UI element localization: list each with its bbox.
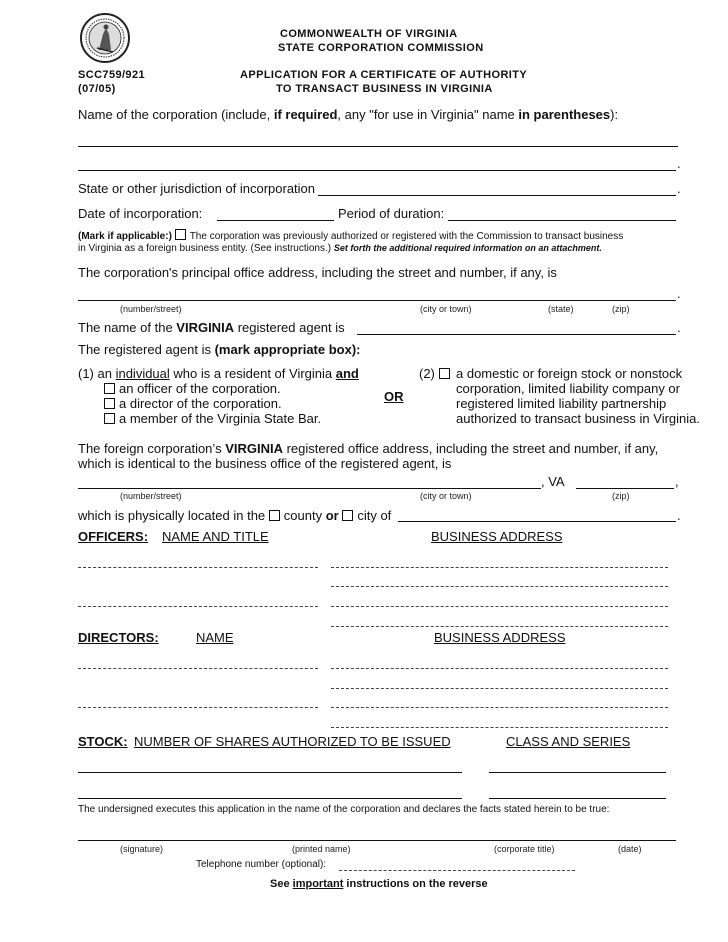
header-line1: COMMONWEALTH OF VIRGINIA [280,28,458,40]
incorporation-date-field[interactable] [217,220,334,221]
agent-name-label: The name of the VIRGINIA registered agent is [78,320,345,335]
previously-authorized-checkbox[interactable] [175,229,186,240]
incorporation-date-label: Date of incorporation: [78,206,203,221]
officers-heading: OFFICERS: [78,529,149,544]
physical-location-label: which is physically located in the county or city of [78,508,392,523]
corp-name-field-1[interactable] [78,146,678,147]
duration-field[interactable] [448,220,676,221]
stock-heading: STOCK: [78,734,128,749]
jurisdiction-field[interactable] [318,195,676,196]
signature-line-field[interactable] [78,840,676,841]
phone-field[interactable] [339,870,575,871]
or-divider: OR [384,389,404,404]
header-line2: STATE CORPORATION COMMISSION [278,42,484,54]
phone-label: Telephone number (optional): [196,859,327,870]
officer-checkbox[interactable] [104,383,115,394]
shares-field-1[interactable] [78,772,462,773]
officer-address-field-1b[interactable] [331,586,668,587]
agent-type-label: The registered agent is (mark appropriate box): [78,342,361,357]
principal-office-label: The corporation's principal office address, including the street and number, if any, is [78,265,557,280]
director-name-field-2[interactable] [78,707,318,708]
class-field-2[interactable] [489,798,666,799]
corp-name-field-2[interactable] [78,170,676,171]
officer-address-field-2a[interactable] [331,606,668,607]
directors-col-name: NAME [196,630,234,645]
shares-field-2[interactable] [78,798,462,799]
virginia-seal-icon [79,12,131,64]
director-address-field-2b[interactable] [331,727,668,728]
corp-name-label: Name of the corporation (include, if required, any "for use in Virginia" name in parentheses): [78,107,619,122]
declaration-text: The undersigned executes this application in the name of the corporation and declares the facts stated herein to be true: [78,804,610,815]
agent-option-1: (1) an individual who is a resident of Virginia and [78,366,359,381]
directors-col-address: BUSINESS ADDRESS [434,630,566,645]
footer-instructions: See important instructions on the reverse [270,878,488,890]
registered-office-zip-field[interactable] [576,488,674,489]
officer-name-field-2[interactable] [78,606,318,607]
officer-address-field-1a[interactable] [331,567,668,568]
mark-if-applicable-line2: in Virginia as a foreign business entity. (See instructions.) Set forth the additional required information on an attachment. [78,243,602,254]
directors-heading: DIRECTORS: [78,630,159,645]
agent-name-field[interactable] [357,334,676,335]
state-bar-checkbox[interactable] [104,413,115,424]
officer-address-field-2b[interactable] [331,626,668,627]
registered-office-street-field[interactable] [78,488,541,489]
director-checkbox[interactable] [104,398,115,409]
officer-name-field-1[interactable] [78,567,318,568]
registered-office-label: The foreign corporation’s VIRGINIA registered office address, including the street and number, if any, [78,441,659,456]
mark-if-applicable-line1: (Mark if applicable:) The corporation was previously authorized or registered with the Commission to transact business [78,231,624,242]
city-checkbox[interactable] [342,510,353,521]
stock-col-class: CLASS AND SERIES [506,734,631,749]
director-address-field-1a[interactable] [331,668,668,669]
director-name-field-1[interactable] [78,668,318,669]
officers-col-address: BUSINESS ADDRESS [431,529,563,544]
director-address-field-1b[interactable] [331,688,668,689]
jurisdiction-label: State or other jurisdiction of incorporation [78,181,316,196]
form-title-line1: APPLICATION FOR A CERTIFICATE OF AUTHORITY [240,69,528,81]
class-field-1[interactable] [489,772,666,773]
duration-label: Period of duration: [338,206,445,221]
form-title-line2: TO TRANSACT BUSINESS IN VIRGINIA [276,83,493,95]
location-field[interactable] [398,521,676,522]
stock-col-shares: NUMBER OF SHARES AUTHORIZED TO BE ISSUED [134,734,451,749]
county-checkbox[interactable] [269,510,280,521]
officers-col-name: NAME AND TITLE [162,529,269,544]
form-id: SCC759/921 [78,69,145,81]
form-date: (07/05) [78,83,116,95]
entity-agent-checkbox[interactable] [439,368,450,379]
principal-office-field[interactable] [78,300,676,301]
director-address-field-2a[interactable] [331,707,668,708]
